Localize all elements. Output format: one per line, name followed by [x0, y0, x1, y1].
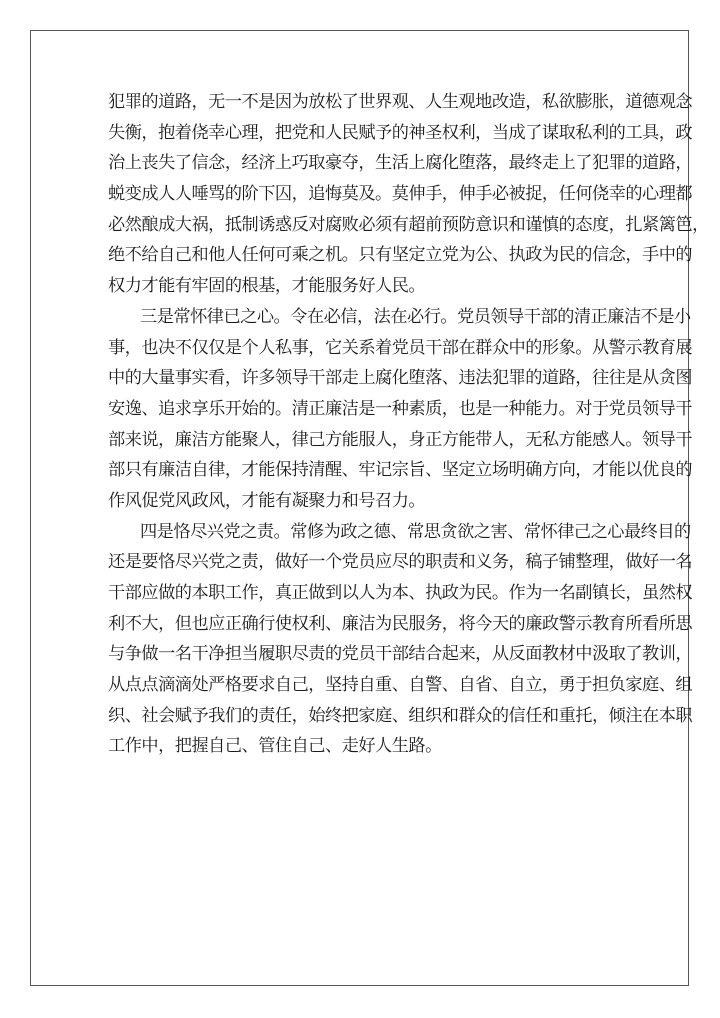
text-line: 权力才能有牢固的根基，才能服务好人民。 — [108, 276, 426, 297]
text-line: 织、社会赋予我们的责任，始终把家庭、组织和群众的信任和重托，倾注在本职 — [108, 705, 693, 726]
text-line: 干部应做的本职工作，真正做到以人为本、执政为民。作为一名副镇长，虽然权 — [108, 583, 693, 603]
text-line: 三是常怀律已之心。令在必信，法在必行。党员领导干部的清正廉洁不是小 — [140, 306, 691, 327]
text-line: 从点点滴滴处严格要求自己，坚持自重、自警、自省、自立，勇于担负家庭、组 — [108, 675, 693, 696]
text-line: 失衡，抱着侥幸心理，把党和人民赋予的神圣权利，当成了谋取私利的工具，政 — [108, 122, 693, 143]
text-line: 蜕变成人人唾骂的阶下囚，追悔莫及。莫伸手，伸手必被捉，任何侥幸的心理都 — [108, 184, 693, 205]
text-line: 绝不给自己和他人任何可乘之机。只有坚定立党为公、执政为民的信念，手中的 — [108, 245, 693, 266]
text-line: 利不大，但也应正确行使权利、廉洁为民服务，将今天的廉政警示教育所看所思 — [108, 613, 693, 634]
paragraph-1 — [108, 87, 709, 302]
text-line: 四是恪尽兴党之责。常修为政之德、常思贪欲之害、常怀律己之心最终目的 — [140, 521, 691, 542]
paragraph-2 — [108, 302, 693, 517]
paragraph-3 — [108, 517, 693, 763]
text-line: 部只有廉洁自律，才能保持清醒、牢记宗旨、坚定立场明确方向，才能以优良的 — [108, 460, 693, 481]
text-line: 安逸、追求享乐开始的。清正廉洁是一种素质，也是一种能力。对于党员领导干 — [108, 398, 693, 419]
text-line: 作风促党风政风，才能有凝聚力和号召力。 — [108, 490, 426, 511]
text-line: 犯罪的道路，无一不是因为放松了世界观、人生观地改造，私欲膨胀，道德观念 — [108, 92, 693, 112]
text-line: 与争做一名干净担当履职尽责的党员干部结合起来，从反面教材中汲取了教训， — [108, 644, 693, 665]
text-line: 中的大量事实看，许多领导干部走上腐化堕落、违法犯罪的道路，往往是从贪图 — [108, 368, 693, 389]
text-line: 治上丧失了信念，经济上巧取豪夺，生活上腐化堕落，最终走上了犯罪的道路， — [108, 153, 693, 174]
text-line: 必然酿成大祸，抵制诱惑反对腐败必须有超前预防意识和谨慎的态度，扎紧篱笆， — [108, 214, 709, 235]
document-body — [108, 87, 709, 762]
text-line: 工作中，把握自己、管住自己、走好人生路。 — [108, 736, 442, 757]
text-line: 事，也决不仅仅是个人私事，它关系着党员干部在群众中的形象。从警示教育展 — [108, 337, 693, 358]
text-line: 还是要恪尽兴党之责，做好一个党员应尽的职责和义务，稿子铺整理，做好一名 — [108, 552, 693, 573]
text-line: 部来说，廉洁方能聚人，律己方能服人，身正方能带人，无私方能感人。领导干 — [108, 429, 693, 450]
